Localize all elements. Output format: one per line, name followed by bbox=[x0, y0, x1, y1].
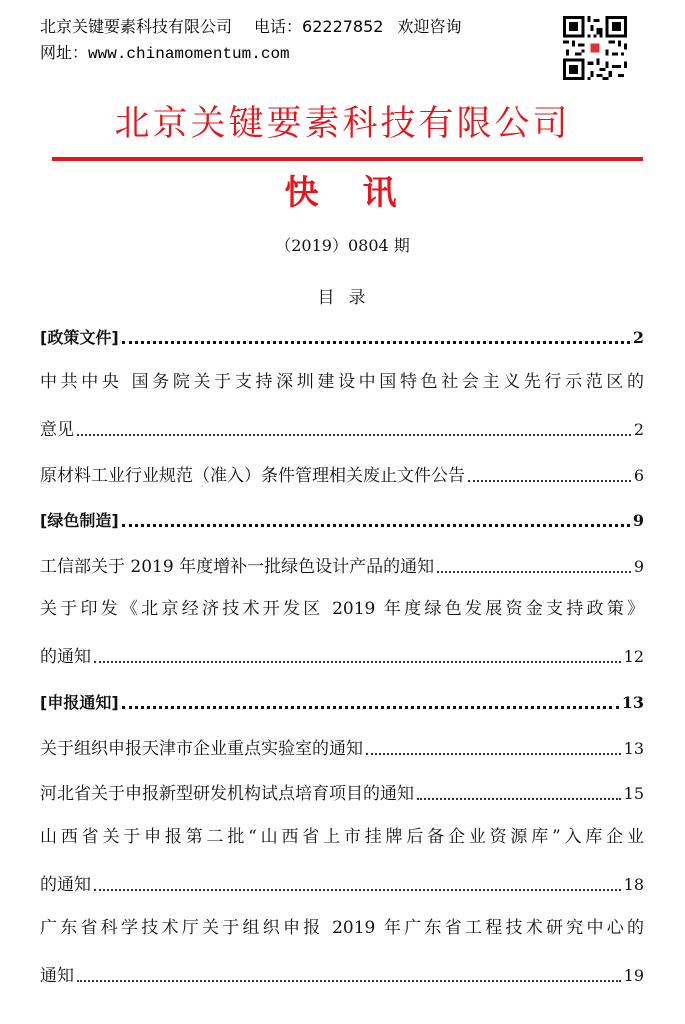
toc-page-number: 9 bbox=[633, 557, 644, 576]
toc-leader bbox=[122, 341, 630, 344]
toc-leader bbox=[468, 480, 631, 482]
toc-leader bbox=[122, 706, 619, 709]
header-company: 北京关键要素科技有限公司 bbox=[40, 17, 233, 36]
toc-entry-label: 的通知 bbox=[40, 875, 91, 895]
toc-section-green[interactable] bbox=[40, 505, 644, 533]
toc-entry-line[interactable]: 关于印发《北京经济技术开发区 2019 年度绿色发展资金支持政策》 bbox=[40, 599, 644, 619]
toc-page-number: 19 bbox=[623, 966, 644, 985]
toc-leader bbox=[77, 980, 621, 982]
page-header bbox=[40, 14, 560, 67]
toc-entry-line[interactable]: 山西省关于申报第二批“山西省上市挂牌后备企业资源库”入库企业 bbox=[40, 827, 644, 847]
toc-entry[interactable] bbox=[40, 869, 644, 897]
header-phone-label: 电话： bbox=[254, 17, 303, 36]
header-phone: 62227852 bbox=[302, 17, 384, 36]
newsletter-title-kuai: 快 bbox=[284, 173, 323, 213]
toc-section-label: [申报通知] bbox=[40, 693, 119, 712]
toc-entry-label: 通知 bbox=[40, 966, 74, 986]
toc-section-label: [政策文件] bbox=[40, 328, 119, 347]
toc-entry-line[interactable]: 广东省科学技术厅关于组织申报 2019 年广东省工程技术研究中心的 bbox=[40, 918, 644, 938]
toc-entry-label: 关于组织申报天津市企业重点实验室的通知 bbox=[40, 739, 363, 759]
toc-entry[interactable] bbox=[40, 460, 644, 488]
toc-page-number: 12 bbox=[623, 647, 644, 666]
toc-entry-line[interactable]: 中共中央 国务院关于支持深圳建设中国特色社会主义先行示范区的 bbox=[40, 372, 644, 392]
header-website[interactable]: www.chinamomentum.com bbox=[88, 45, 290, 63]
toc-page-number: 13 bbox=[621, 693, 644, 712]
header-welcome: 欢迎咨询 bbox=[397, 17, 462, 36]
red-divider bbox=[52, 157, 643, 161]
toc-entry[interactable] bbox=[40, 414, 644, 442]
toc-entry-label: 的通知 bbox=[40, 647, 91, 667]
toc-page-number: 18 bbox=[623, 875, 644, 894]
toc-entry[interactable] bbox=[40, 641, 644, 669]
toc-page-number: 15 bbox=[623, 784, 644, 803]
toc-title-mu: 目 bbox=[317, 288, 337, 308]
toc-entry-label: 意见 bbox=[40, 420, 74, 440]
toc-leader bbox=[437, 571, 631, 573]
toc-page-number: 6 bbox=[633, 466, 644, 485]
toc-section-policy[interactable] bbox=[40, 322, 644, 350]
header-line-2 bbox=[40, 40, 560, 67]
toc-title-lu: 录 bbox=[348, 288, 368, 308]
toc-entry[interactable] bbox=[40, 551, 644, 579]
toc-section-label: [绿色制造] bbox=[40, 511, 119, 530]
toc-leader bbox=[94, 661, 621, 663]
toc-leader bbox=[122, 524, 630, 527]
toc-entry-label: 河北省关于申报新型研发机构试点培育项目的通知 bbox=[40, 784, 414, 804]
toc-page-number: 13 bbox=[623, 739, 644, 758]
qr-code-icon bbox=[563, 16, 627, 80]
company-title: 北京关键要素科技有限公司 bbox=[114, 104, 571, 144]
toc-leader bbox=[77, 434, 631, 436]
header-line-1 bbox=[40, 14, 560, 40]
toc-leader bbox=[94, 889, 621, 891]
toc-section-apply[interactable] bbox=[40, 687, 644, 715]
toc-leader bbox=[366, 753, 621, 755]
toc-entry[interactable] bbox=[40, 960, 644, 988]
header-website-label: 网址： bbox=[40, 43, 89, 62]
issue-number: （2019）0804 期 bbox=[275, 236, 410, 255]
toc-entry-label: 工信部关于 2019 年度增补一批绿色设计产品的通知 bbox=[40, 557, 435, 577]
toc-entry[interactable] bbox=[40, 778, 644, 806]
newsletter-title-xun: 讯 bbox=[362, 173, 401, 213]
toc-entry[interactable] bbox=[40, 733, 644, 761]
toc-page-number: 2 bbox=[632, 328, 644, 347]
toc-page-number: 9 bbox=[632, 511, 644, 530]
toc-title bbox=[0, 285, 685, 311]
toc-leader bbox=[417, 798, 621, 800]
toc-entry-label: 原材料工业行业规范（准入）条件管理相关废止文件公告 bbox=[40, 466, 465, 486]
toc-page-number: 2 bbox=[633, 420, 644, 439]
newsletter-title bbox=[0, 170, 685, 216]
